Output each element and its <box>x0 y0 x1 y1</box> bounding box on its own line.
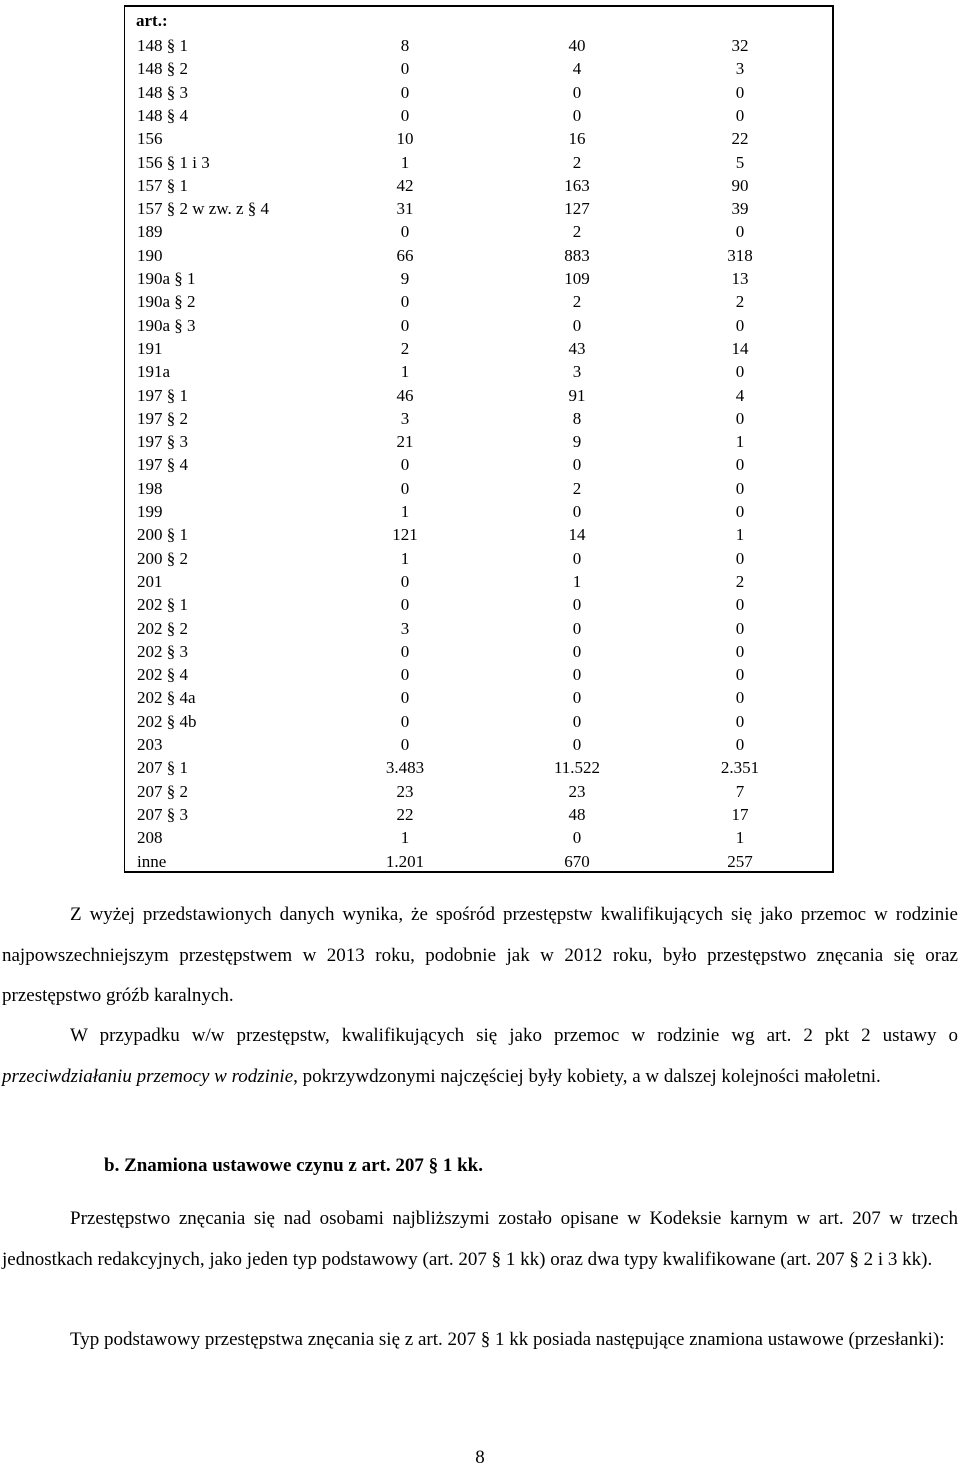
table-cell-value: 0 <box>400 735 410 754</box>
table-cell-value: 3.483 <box>385 758 425 778</box>
table-cell-value: 0 <box>572 502 582 521</box>
table-cell-article: 191a <box>137 362 171 382</box>
table-cell-value: 0 <box>572 641 582 661</box>
table-cell-article: 202 § 4b <box>137 711 197 731</box>
table-row <box>125 153 832 176</box>
table-cell-article: 190a § 1 <box>137 269 196 288</box>
table-cell-article: 197 § 4 <box>137 455 188 475</box>
table-cell-value: 0 <box>400 641 410 661</box>
table-cell-value: 22 <box>396 804 414 824</box>
table-cell-value: 0 <box>572 711 582 731</box>
table-row <box>125 339 832 362</box>
table-cell-value: 1 <box>735 525 745 545</box>
table-cell-value: 0 <box>735 455 745 475</box>
table-cell-value: 3 <box>572 362 582 382</box>
paragraph-elements: Typ podstawowy przestępstwa znęcania się z art. 207 § 1 kk posiada następujące znamiona ustawowe (przesłanki): <box>70 1329 945 1350</box>
table-cell-article: 197 § 3 <box>137 432 188 452</box>
table-cell-article: 202 § 4a <box>137 688 196 708</box>
table-row <box>125 316 832 339</box>
table-cell-value: 5 <box>735 152 745 172</box>
table-row <box>125 572 832 595</box>
table-cell-value: 1 <box>735 432 745 452</box>
table-cell-value: 1.201 <box>385 851 425 871</box>
table-cell-value: 40 <box>568 36 586 55</box>
table-cell-value: 17 <box>731 804 749 824</box>
table-cell-value: 0 <box>400 688 410 708</box>
table-cell-article: 157 § 2 w zw. z § 4 <box>137 199 270 219</box>
table-cell-value: 4 <box>572 59 582 79</box>
table-cell-value: 90 <box>731 175 749 195</box>
table-cell-article: 200 § 1 <box>137 525 188 545</box>
table-cell-value: 2 <box>572 292 582 312</box>
table-cell-value: 8 <box>400 36 410 55</box>
table-cell-value: 21 <box>396 432 414 452</box>
table-cell-article: 208 <box>137 828 163 848</box>
table-cell-value: 0 <box>735 688 745 708</box>
table-cell-value: 109 <box>564 269 590 288</box>
table-row <box>125 199 832 222</box>
table-cell-article: 190 <box>137 245 163 265</box>
table-cell-article: 202 § 4 <box>137 665 188 685</box>
table-cell-value: 0 <box>572 595 582 615</box>
table-cell-article: 197 § 1 <box>137 385 188 405</box>
table-row <box>125 83 832 106</box>
table-cell-value: 8 <box>572 408 582 428</box>
table-cell-article: 190a § 3 <box>137 315 196 335</box>
table-cell-value: 3 <box>400 408 410 428</box>
table-cell-value: 14 <box>731 338 749 358</box>
table-cell-value: 1 <box>735 828 745 848</box>
table-cell-article: 207 § 3 <box>137 804 188 824</box>
table-cell-value: 0 <box>735 711 745 731</box>
table-cell-value: 2.351 <box>720 758 760 778</box>
table-cell-value: 0 <box>735 618 745 638</box>
table-cell-value: 0 <box>572 735 582 754</box>
paragraph-definition: Przestępstwo znęcania się nad osobami najbliższymi zostało opisane w Kodeksie karnym w art. 207 w trzech jednostkach redakcyjnych, jako jeden typ podstawowy (art. 207 § 1 kk) oraz dwa typy kwalifikowane (art. 207 § 2 i 3 kk). <box>2 1208 958 1270</box>
table-row <box>125 246 832 269</box>
table-row <box>125 525 832 548</box>
table-row <box>125 502 832 525</box>
table-cell-value: 0 <box>572 828 582 848</box>
table-cell-value: 23 <box>568 781 586 801</box>
table-cell-value: 0 <box>735 548 745 568</box>
table-row <box>125 409 832 432</box>
table-header: art.: <box>136 11 168 30</box>
table-cell-value: 2 <box>572 152 582 172</box>
table-cell-value: 0 <box>735 595 745 615</box>
table-cell-article: 202 § 1 <box>137 595 188 615</box>
table-cell-value: 0 <box>400 665 410 685</box>
table-cell-value: 1 <box>572 571 582 591</box>
table-row <box>125 362 832 385</box>
table-cell-value: 0 <box>735 105 745 125</box>
table-row <box>125 129 832 152</box>
table-cell-value: 11.522 <box>553 758 601 778</box>
table-row <box>125 59 832 82</box>
table-row <box>125 595 832 618</box>
table-cell-article: 191 <box>137 338 163 358</box>
paragraph-victims: W przypadku w/w przestępstw, kwalifikujących się jako przemoc w rodzinie wg art. 2 pkt 2 ustawy o przeciwdziałaniu przemocy w rodzinie, pokrzywdzonymi najczęściej były kobiety, a w dalszej kolejności małoletni. <box>2 1025 958 1087</box>
page-number: 8 <box>475 1447 485 1468</box>
table-cell-value: 13 <box>731 269 749 288</box>
table-row <box>125 852 832 875</box>
table-cell-value: 9 <box>572 432 582 452</box>
table-row <box>125 735 832 758</box>
table-cell-value: 0 <box>400 59 410 79</box>
table-cell-value: 0 <box>400 595 410 615</box>
table-cell-value: 0 <box>572 455 582 475</box>
table-cell-article: 197 § 2 <box>137 408 188 428</box>
table-cell-value: 9 <box>400 269 410 288</box>
table-cell-value: 0 <box>400 222 410 242</box>
table-cell-value: 0 <box>735 478 745 498</box>
table-row <box>125 222 832 245</box>
table-cell-value: 48 <box>568 804 586 824</box>
table-cell-value: 121 <box>392 525 418 545</box>
table-row <box>125 828 832 851</box>
table-row <box>125 688 832 711</box>
table-row <box>125 479 832 502</box>
table-cell-value: 91 <box>568 385 586 405</box>
table-row <box>125 782 832 805</box>
table-cell-value: 42 <box>396 175 414 195</box>
table-cell-article: 200 § 2 <box>137 548 188 568</box>
table-cell-value: 127 <box>564 199 590 219</box>
table-row <box>125 36 832 59</box>
table-cell-value: 0 <box>735 665 745 685</box>
table-cell-article: 156 § 1 i 3 <box>137 152 210 172</box>
table-cell-value: 0 <box>400 105 410 125</box>
table-cell-article: 202 § 2 <box>137 618 188 638</box>
table-cell-value: 14 <box>568 525 586 545</box>
table-cell-value: 3 <box>400 618 410 638</box>
table-row <box>125 805 832 828</box>
table-cell-value: 0 <box>400 82 410 102</box>
table-cell-value: 0 <box>735 315 745 335</box>
table-cell-article: 198 <box>137 478 163 498</box>
table-cell-article: 148 § 2 <box>137 59 188 79</box>
table-cell-value: 0 <box>400 478 410 498</box>
table-row <box>125 106 832 129</box>
table-cell-article: inne <box>137 851 167 871</box>
table-cell-article: 157 § 1 <box>137 175 188 195</box>
table-row <box>125 176 832 199</box>
table-cell-value: 7 <box>735 781 745 801</box>
table-row <box>125 455 832 478</box>
table-cell-value: 257 <box>727 851 753 871</box>
table-cell-value: 318 <box>727 245 753 265</box>
table-cell-value: 0 <box>400 571 410 591</box>
table-cell-value: 0 <box>735 641 745 661</box>
table-cell-article: 190a § 2 <box>137 292 196 312</box>
table-cell-value: 2 <box>400 338 410 358</box>
table-row <box>125 642 832 665</box>
table-cell-value: 0 <box>572 548 582 568</box>
table-cell-value: 0 <box>572 82 582 102</box>
table-cell-article: 203 <box>137 735 163 754</box>
table-row <box>125 386 832 409</box>
table-cell-value: 0 <box>735 82 745 102</box>
table-cell-value: 32 <box>731 36 749 55</box>
table-cell-article: 202 § 3 <box>137 641 188 661</box>
table-cell-value: 3 <box>735 59 745 79</box>
table-cell-value: 10 <box>396 129 414 149</box>
table-cell-value: 0 <box>735 502 745 521</box>
table-cell-value: 16 <box>568 129 586 149</box>
table-row <box>125 619 832 642</box>
table-row <box>125 269 832 292</box>
table-cell-value: 883 <box>564 245 590 265</box>
table-cell-value: 31 <box>396 199 414 219</box>
table-cell-article: 199 <box>137 502 163 521</box>
table-cell-value: 163 <box>564 175 590 195</box>
table-cell-value: 2 <box>735 571 745 591</box>
table-cell-value: 0 <box>400 711 410 731</box>
table-cell-value: 1 <box>400 502 410 521</box>
table-cell-article: 156 <box>137 129 163 149</box>
section-heading: b. Znamiona ustawowe czynu z art. 207 § 1 kk. <box>104 1155 483 1176</box>
table-cell-value: 66 <box>396 245 414 265</box>
table-cell-value: 0 <box>572 618 582 638</box>
table-cell-value: 4 <box>735 385 745 405</box>
statistics-table <box>124 5 834 873</box>
table-cell-value: 0 <box>400 315 410 335</box>
table-row <box>125 665 832 688</box>
table-cell-article: 207 § 2 <box>137 781 188 801</box>
table-row <box>125 549 832 572</box>
table-cell-value: 0 <box>572 105 582 125</box>
table-cell-article: 148 § 4 <box>137 105 188 125</box>
table-row <box>125 432 832 455</box>
table-cell-value: 1 <box>400 828 410 848</box>
table-cell-value: 670 <box>564 851 590 871</box>
paragraph-summary: Z wyżej przedstawionych danych wynika, że spośród przestępstw kwalifikujących się jako przemoc w rodzinie najpowszechniejszym przestępstwem w 2013 roku, podobnie jak w 2012 roku, było przestępstwo znęcania się oraz przestępstwo gróźb karalnych. <box>2 904 958 1006</box>
table-cell-value: 23 <box>396 781 414 801</box>
table-cell-value: 2 <box>572 222 582 242</box>
table-cell-value: 0 <box>735 222 745 242</box>
table-cell-value: 0 <box>572 315 582 335</box>
table-cell-value: 1 <box>400 548 410 568</box>
table-cell-value: 39 <box>731 199 749 219</box>
table-cell-article: 189 <box>137 222 163 242</box>
table-cell-value: 2 <box>735 292 745 312</box>
table-cell-value: 0 <box>735 408 745 428</box>
table-cell-value: 1 <box>400 362 410 382</box>
table-cell-value: 0 <box>572 665 582 685</box>
table-cell-article: 207 § 1 <box>137 758 188 778</box>
table-cell-value: 0 <box>400 292 410 312</box>
table-row <box>125 292 832 315</box>
table-cell-value: 2 <box>572 478 582 498</box>
table-cell-article: 201 <box>137 571 163 591</box>
table-cell-value: 0 <box>400 455 410 475</box>
table-row <box>125 712 832 735</box>
table-row <box>125 758 832 781</box>
table-cell-article: 148 § 3 <box>137 82 188 102</box>
table-cell-value: 22 <box>731 129 749 149</box>
table-cell-value: 43 <box>568 338 586 358</box>
table-cell-value: 0 <box>572 688 582 708</box>
table-cell-value: 46 <box>396 385 414 405</box>
table-cell-value: 0 <box>735 735 745 754</box>
table-cell-article: 148 § 1 <box>137 36 188 55</box>
table-cell-value: 0 <box>735 362 745 382</box>
table-cell-value: 1 <box>400 152 410 172</box>
